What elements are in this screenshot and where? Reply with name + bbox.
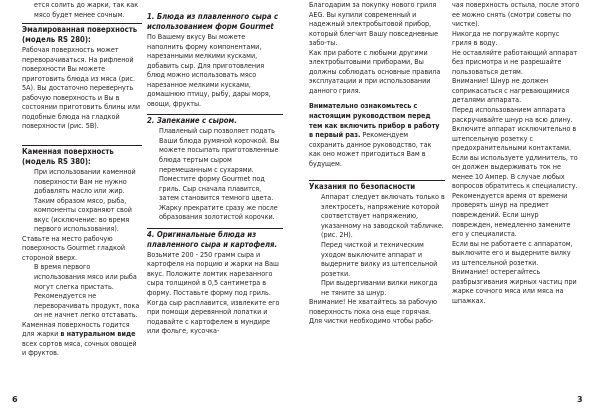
no-unattended-text: Не оставляйте работающий аппарат без присмотра и не разрешайте пользоваться детям. bbox=[452, 47, 578, 76]
unwind-cord-text: Перед использованием аппарата раскручивайте шнур на всю длину. bbox=[452, 105, 573, 124]
safety-cord-text: При выдергивании вилки никогда не тяните за шнур. bbox=[321, 278, 438, 297]
stone-surface-text-3: В время первого использования мясо или рыба могут слегка пристать. Рекомендуется не переворачивать продукт, пока он не начнет легко отставать. bbox=[34, 262, 140, 320]
splatter-warning: Внимание! остерегайтесь разбрызгивания жирных частиц при жарке сочного мяса или мяса на шпажках. bbox=[452, 267, 577, 305]
cord-heat-warning: Внимание! Шнур не должен соприкасаться с нагревающимися деталями аппарата. bbox=[452, 76, 570, 105]
read-manual-rest: Рекомендуем сохранить данное руководство, так как оно может пригодиться Вам в будущем. bbox=[309, 130, 432, 168]
enamel-surface-text: Рабочая поверхность может переворачиваться. На рифленой поверхности Вы можете приготовить блюда из мяса (рис. 5А). Вы достаточно перевернуть рабочую поверхность и Вы в состоянии приготовить блины или подобные блюда на гладкой поверхности (рис. 5В). bbox=[22, 45, 141, 131]
stone-text-4a: Каменная поверхность годится для жарки bbox=[22, 319, 130, 339]
natural-form-emphasis: в натуральном виде bbox=[60, 329, 136, 339]
potato-dishes-text: Возьмите 200 - 250 грамм сыра и картофеля на порцию и жарки на Ваш вкус. Положите ломтик нарезанного сыра толщиной в 0,5 сантиметра в форму. Поставьте форму под гриль. Когда сыр расплавится, извлеките его при помощи деревянной лопатки и подавайте с картофелем в мундире или фольге, кусочка- bbox=[147, 249, 280, 336]
column-3 bbox=[309, 0, 445, 326]
rules-paragraph: Как при работе с любыми другими электробытовыми приборами, Вы должны соблюдать основные правила эксплуатации и при использовании данного гриля. bbox=[309, 47, 441, 95]
stone-surface-heading: Каменная поверхность (модель RS 380): bbox=[22, 147, 114, 167]
stone-surface-text-2: Ставьте на место рабочую поверхность Gourmet гладкой стороной вверх. bbox=[22, 233, 126, 262]
column-2 bbox=[147, 0, 283, 336]
baking-text: Плавленый сыр позволяет подать Ваши блюда румяной корочкой. Вы можете посыпать приготовленные блюда тертым сыром перемешанным с сухарями. Поместите форму Gourmet под гриль. Сыр сначала плавится, затем становится темного цвета. Жарку прекратите сразу же после образования золотистой корочки. bbox=[159, 126, 280, 222]
switch-off-text: Если вы не работаете с аппаратом, выключите его и выдерните вилку из штепсельной розетки. bbox=[452, 238, 573, 267]
read-manual-paragraph bbox=[309, 101, 445, 168]
grounded-socket-text: Включите аппарат исключительно в штепсельную розетку с предохранительными контактами. Если вы используете удлинитель, то он должен выдерживать ток не менее 10 Ампер. В случае любых вопросов обратитесь к специалисту. bbox=[452, 124, 578, 191]
potato-dishes-heading: 4. Оригинальные блюда из плавленного сыра и картофеля. bbox=[147, 229, 278, 249]
check-cord-text: Рекомендуется время от времени проверять шнур на предмет повреждений. Если шнур поврежден, немедленно замените его у специалиста. bbox=[452, 190, 571, 239]
baking-heading: 2. Запекание с сыром. bbox=[147, 116, 237, 126]
page-number-left: 6 bbox=[12, 395, 18, 404]
intro-paragraph: ется солить до жарки, так как мясо будет менее сочным. bbox=[34, 0, 139, 19]
no-immerse-text: Никогда не погружайте корпус гриля в воду. bbox=[452, 28, 560, 48]
safety-cleaning-text: Перед чисткой и техническим уходом выключите аппарат и выдерните вилку из штепсельной розетки. bbox=[321, 240, 438, 278]
column-4 bbox=[452, 0, 580, 306]
surface-cool-text: чая поверхность остыла, после этого ее можно снять (смотри советы по чистке). bbox=[452, 0, 580, 29]
read-manual-emphasis: Внимательно ознакомьтесь с настоящим руководством перед тем как включить прибор в работу в первый раз. bbox=[309, 101, 440, 140]
thanks-paragraph: Благодарим за покупку нового гриля AEG. Вы купили современный и надежный электробытовой прибор, который блегчит Вашу повседневные забо-ты. bbox=[309, 0, 439, 48]
stone-text-4c: всех сортов мяса, сочных овощей и фруктов. bbox=[22, 338, 137, 358]
page-number-right: 3 bbox=[577, 395, 583, 404]
enamel-surface-heading: Эмалированная поверхность (модель RS 280): bbox=[22, 25, 138, 45]
cheese-forms-text: По Вашему вкусу Вы можете наполнить форму компонентами, нарезанными мелкими кусками, добавить сыр. Для приготовления блюд можно использовать мясо нарезанное мелкими кусками, домашнюю птицу, рыбу, дары моря, овощи, фрукты. bbox=[147, 32, 271, 108]
column-1 bbox=[22, 0, 142, 358]
safety-voltage-text: Аппарат следует включать только в электросеть, напряжение которой соответствует напряжению, указанному на заводской табличке. (рис. 2Н). bbox=[321, 192, 445, 240]
stone-surface-text-1: При использовании каменной поверхности Вам не нужно добавлять масло или жир. Таким образом мясо, рыба, компоненты сохраняют свой вкус (исключение: во время первого использования). bbox=[34, 167, 136, 234]
safety-hot-surface-text: Внимание! Не хватайтесь за рабочую поверхность пока она еще горячая. Для чистки необходимо чтобы рабо- bbox=[309, 297, 438, 326]
stone-surface-text-4 bbox=[22, 320, 142, 358]
safety-heading: Указания по безопасности bbox=[309, 182, 416, 192]
cheese-forms-heading: 1. Блюда из плавленного сыра с использованием форм Gourmet bbox=[147, 12, 279, 31]
